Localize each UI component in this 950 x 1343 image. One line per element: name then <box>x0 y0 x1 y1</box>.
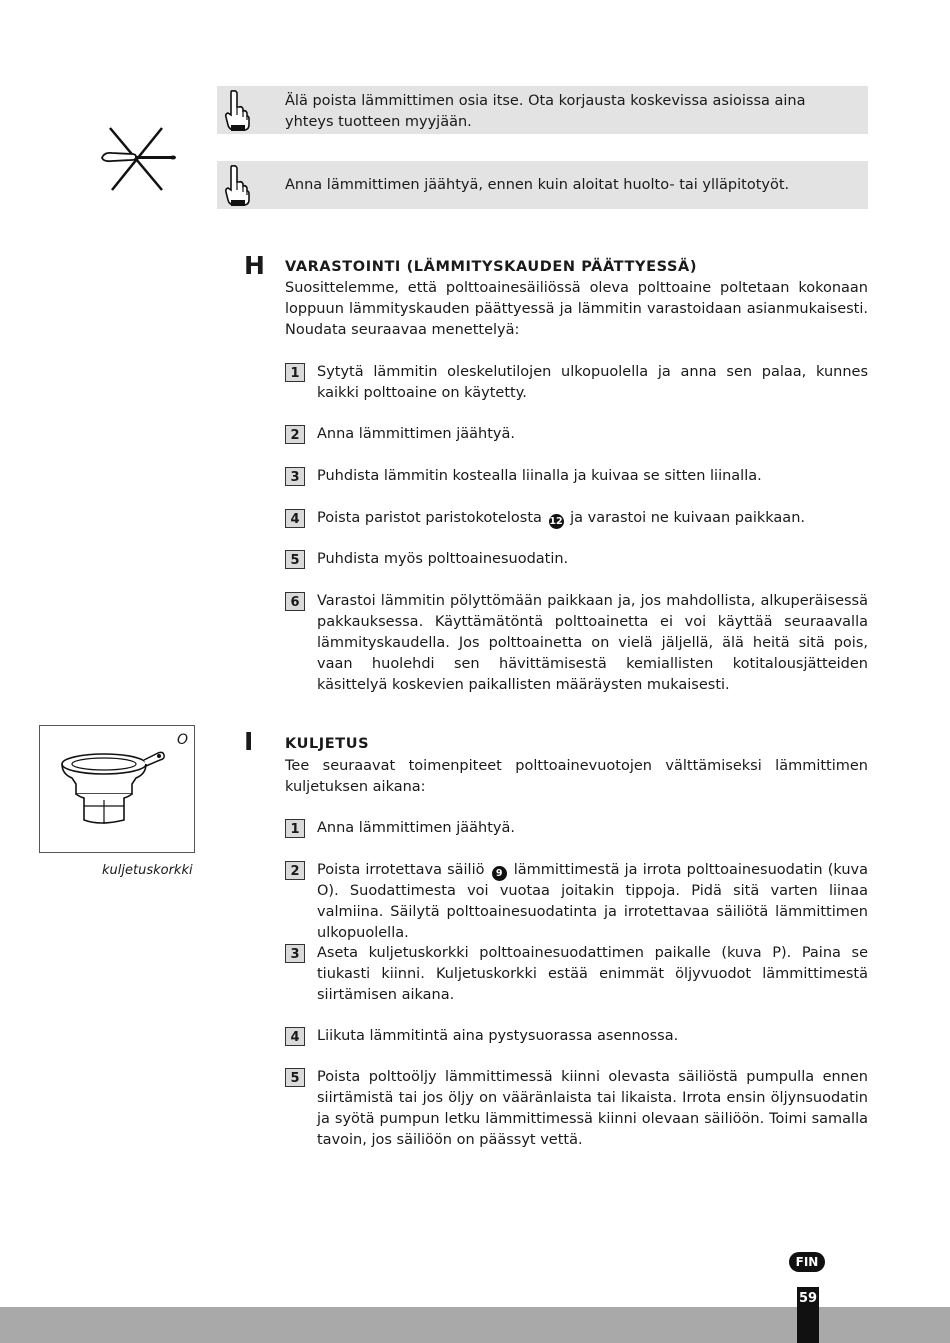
step-number: 3 <box>285 467 305 486</box>
step-text-after: lämmittimestä ja irrota polttoainesuodatin (kuva O). Suodattimesta voi vuotaa joitakin tippoja. Pidä sitä varten liinaa valmiina. Säilytä polttoainesuodatinta ja irrotettavaa säiliötä lämmittimen ulkopuolella. <box>317 862 869 941</box>
warning-text-2: Anna lämmittimen jäähtyä, ennen kuin aloitat huolto- tai ylläpitotyöt. <box>285 177 790 193</box>
part-reference-badge: 12 <box>549 516 563 527</box>
step-text <box>317 860 868 944</box>
step-text: Poista polttoöljy lämmittimessä kiinni olevasta säiliöstä pumpulla ennen siirtämistä tai jos öljy on vääränlaista tai likaista. Irrota ensin öljynsuodatin ja syötä pumpun letku lämmittimessä kiinni olevaan säiliöön. Toimi samalla tavoin, jos säiliöön on päässyt vettä. <box>317 1069 868 1148</box>
section-letter-h: H <box>244 251 265 280</box>
step-number: 1 <box>285 363 305 382</box>
step-text: Anna lämmittimen jäähtyä. <box>317 426 515 442</box>
step-number: 1 <box>285 819 305 838</box>
part-reference-badge: 9 <box>492 866 507 881</box>
step-text: Liikuta lämmitintä aina pystysuorassa asennossa. <box>317 1028 679 1044</box>
step-text <box>317 508 868 529</box>
step-text: Puhdista myös polttoainesuodatin. <box>317 551 569 567</box>
step-number: 5 <box>285 1068 305 1087</box>
section-intro-i: Tee seuraavat toimenpiteet polttoainevuotojen välttämiseksi lämmittimen kuljetuksen aikana: <box>285 758 868 795</box>
step-text: Anna lämmittimen jäähtyä. <box>317 820 515 836</box>
step-number: 2 <box>285 425 305 444</box>
pointing-hand-icon <box>223 89 251 133</box>
section-letter-i: I <box>244 727 254 756</box>
step-text: Puhdista lämmitin kostealla liinalla ja kuivaa se sitten liinalla. <box>317 468 762 484</box>
transport-cap-illustration <box>58 740 168 836</box>
pointing-hand-icon <box>223 164 251 208</box>
step-text-before: Poista irrotettava säiliö <box>317 862 485 878</box>
step-number: 6 <box>285 592 305 611</box>
section-heading-i: KULJETUS <box>285 736 370 752</box>
step-text: Aseta kuljetuskorkki polttoainesuodattimen paikalle (kuva P). Paina se tiukasti kiinni. Kuljetuskorkki estää enimmät öljyvuodot lämmittimestä siirtämisen aikana. <box>317 945 868 1003</box>
page-number: 59 <box>798 1291 818 1306</box>
figure-caption: kuljetuskorkki <box>102 863 193 878</box>
crossed-screwdriver-icon <box>100 124 178 194</box>
warning-box-2 <box>217 161 868 209</box>
language-badge: FIN <box>789 1252 825 1272</box>
step-number: 4 <box>285 509 305 528</box>
warning-box-1 <box>217 86 868 134</box>
step-text: Sytytä lämmitin oleskelutilojen ulkopuolella ja anna sen palaa, kunnes kaikki polttoaine on käytetty. <box>317 364 868 401</box>
step-text-after: ja varastoi ne kuivaan paikkaan. <box>570 510 805 526</box>
step-text: Varastoi lämmitin pölyttömään paikkaan ja, jos mahdollista, alkuperäisessä pakkauksessa. Käyttämätöntä polttoainetta ei voi käyttää seuraavalla lämmityskaudella. Jos polttoainetta on vielä jäljellä, älä heitä sitä pois, vaan huolehdi sen hävittämisestä kemiallisten kotitalousjätteiden käsittelyä koskevien paikallisten määräysten mukaisesti. <box>317 593 868 693</box>
step-number: 4 <box>285 1027 305 1046</box>
step-text-before: Poista paristot paristokotelosta <box>317 510 542 526</box>
warning-text-1: Älä poista lämmittimen osia itse. Ota korjausta koskevissa asioissa aina yhteys tuotteen myyjään. <box>285 93 806 130</box>
step-number: 5 <box>285 550 305 569</box>
section-heading-h: VARASTOINTI (LÄMMITYSKAUDEN PÄÄTTYESSÄ) <box>285 259 698 275</box>
step-number: 2 <box>285 861 305 880</box>
figure-transport-cap <box>39 725 195 853</box>
step-number: 3 <box>285 944 305 963</box>
figure-label: O <box>177 732 189 748</box>
section-intro-h: Suosittelemme, että polttoainesäiliössä oleva polttoaine poltetaan kokonaan loppuun lämmityskauden päättyessä ja lämmitin varastoidaan asianmukaisesti. Noudata seuraavaa menettelyä: <box>285 280 868 338</box>
